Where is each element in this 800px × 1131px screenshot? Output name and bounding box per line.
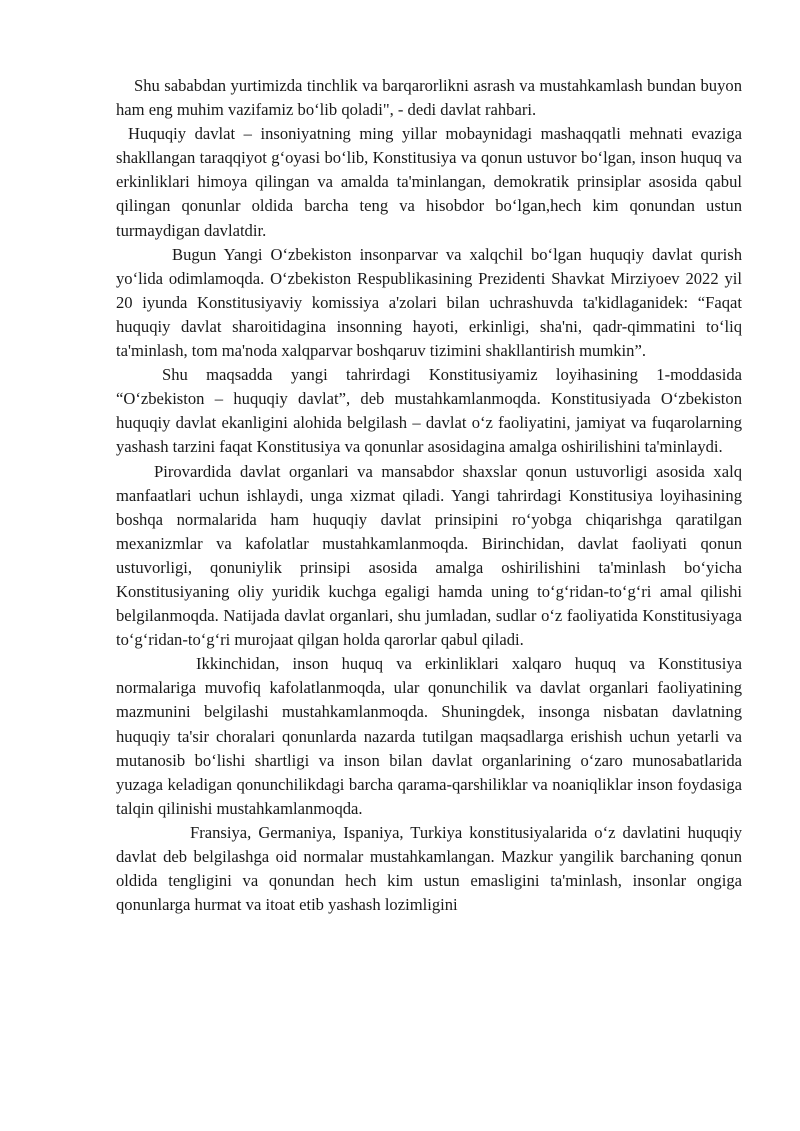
paragraph-6: Ikkinchidan, inson huquq va erkinliklari xalqaro huquq va Konstitusiya normalariga muvofiq kafolatlanmoqda, ular qonunchilik va davlat organlari faoliyatining mazmunini belgilashi mustahkamlanmoqda. Shuningdek, insonga nisbatan davlatning huquqiy ta'sir choralari qonunlarda nazarda tutilgan maqsadlarga erishish uchun yetarli va mutanosib bo‘lishi shartligi va inson bilan davlat organlarining o‘zaro munosabatlarida yuzaga keladigan qonunchilikdagi barcha qarama-qarshiliklar va noaniqliklar inson foydasiga talqin qilinishi mustahkamlanmoqda.	[116, 654, 742, 818]
paragraph-7: Fransiya, Germaniya, Ispaniya, Turkiya konstitusiyalarida o‘z davlatini huquqiy davlat deb belgilashga oid normalar mustahkamlangan. Mazkur yangilik barchaning qonun oldida tengligini va qonundan hech kim ustun emasligini ta'minlash, insonlar ongiga qonunlarga hurmat va itoat etib yashash lozimligini	[116, 822, 742, 915]
paragraph-1: Shu sababdan yurtimizda tinchlik va barqarorlikni asrash va mustahkamlash bundan buyon ham eng muhim vazifamiz bo‘lib qoladi", - dedi davlat rahbari.	[116, 76, 742, 120]
paragraph-5: Pirovardida davlat organlari va mansabdor shaxslar qonun ustuvorligi asosida xalq manfaatlari uchun ishlaydi, unga xizmat qiladi. Yangi tahrirdagi Konstitusiya loyihasining boshqa normalarida ham huquqiy davlat prinsipini ro‘yobga chiqarishga qaratilgan mexanizmlar va kafolatlar mustahkamlanmoqda. Birinchidan, davlat faoliyati qonun ustuvorligi, qonuniylik prinsipi asosida amalga oshirilishini ta'minlash bo‘yicha Konstitusiyaning oliy yuridik kuchga egaligi hamda uning to‘g‘ridan-to‘g‘ri amal qilishi belgilanmoqda. Natijada davlat organlari, shu jumladan, sudlar o‘z faoliyatida Konstitusiyaga to‘g‘ridan-to‘g‘ri murojaat qilgan holda qarorlar qabul qiladi.	[116, 461, 742, 650]
paragraph-4: Shu maqsadda yangi tahrirdagi Konstitusiyamiz loyihasining 1-moddasida “O‘zbekiston – huquqiy davlat”, deb mustahkamlanmoqda. Konstitusiyada O‘zbekiston huquqiy davlat ekanligini alohida belgilash – davlat o‘z faoliyatini, jamiyat va fuqarolarning yashash tarzini faqat Konstitusiya va qonunlar asosidagina amalga oshirilishini ta'minlaydi.	[116, 365, 742, 457]
paragraph-2: Huquqiy davlat – insoniyatning ming yillar mobaynidagi mashaqqatli mehnati evaziga shakllangan taraqqiyot g‘oyasi bo‘lib, Konstitusiya va qonun ustuvor bo‘lgan, inson huquq va erkinliklari himoya qilingan va amalda ta'minlangan, demokratik prinsiplar asosida qabul qilingan qonunlar oldida barcha teng va hisobdor bo‘lgan,hech kim qonundan ustun turmaydigan davlatdir.	[116, 124, 742, 240]
document-page	[116, 74, 742, 917]
paragraph-3: Bugun Yangi O‘zbekiston insonparvar va xalqchil bo‘lgan huquqiy davlat qurish yo‘lida odimlamoqda. O‘zbekiston Respublikasining Prezidenti Shavkat Mirziyoev 2022 yil 20 iyunda Konstitusiyaviy komissiya a'zolari bilan uchrashuvda ta'kidlaganidek: “Faqat huquqiy davlat sharoitidagina insonning hayoti, erkinligi, sha'ni, qadr-qimmatini to‘liq ta'minlash, tom ma'noda xalqparvar boshqaruv tizimini shakllantirish mumkin”.	[116, 244, 742, 361]
